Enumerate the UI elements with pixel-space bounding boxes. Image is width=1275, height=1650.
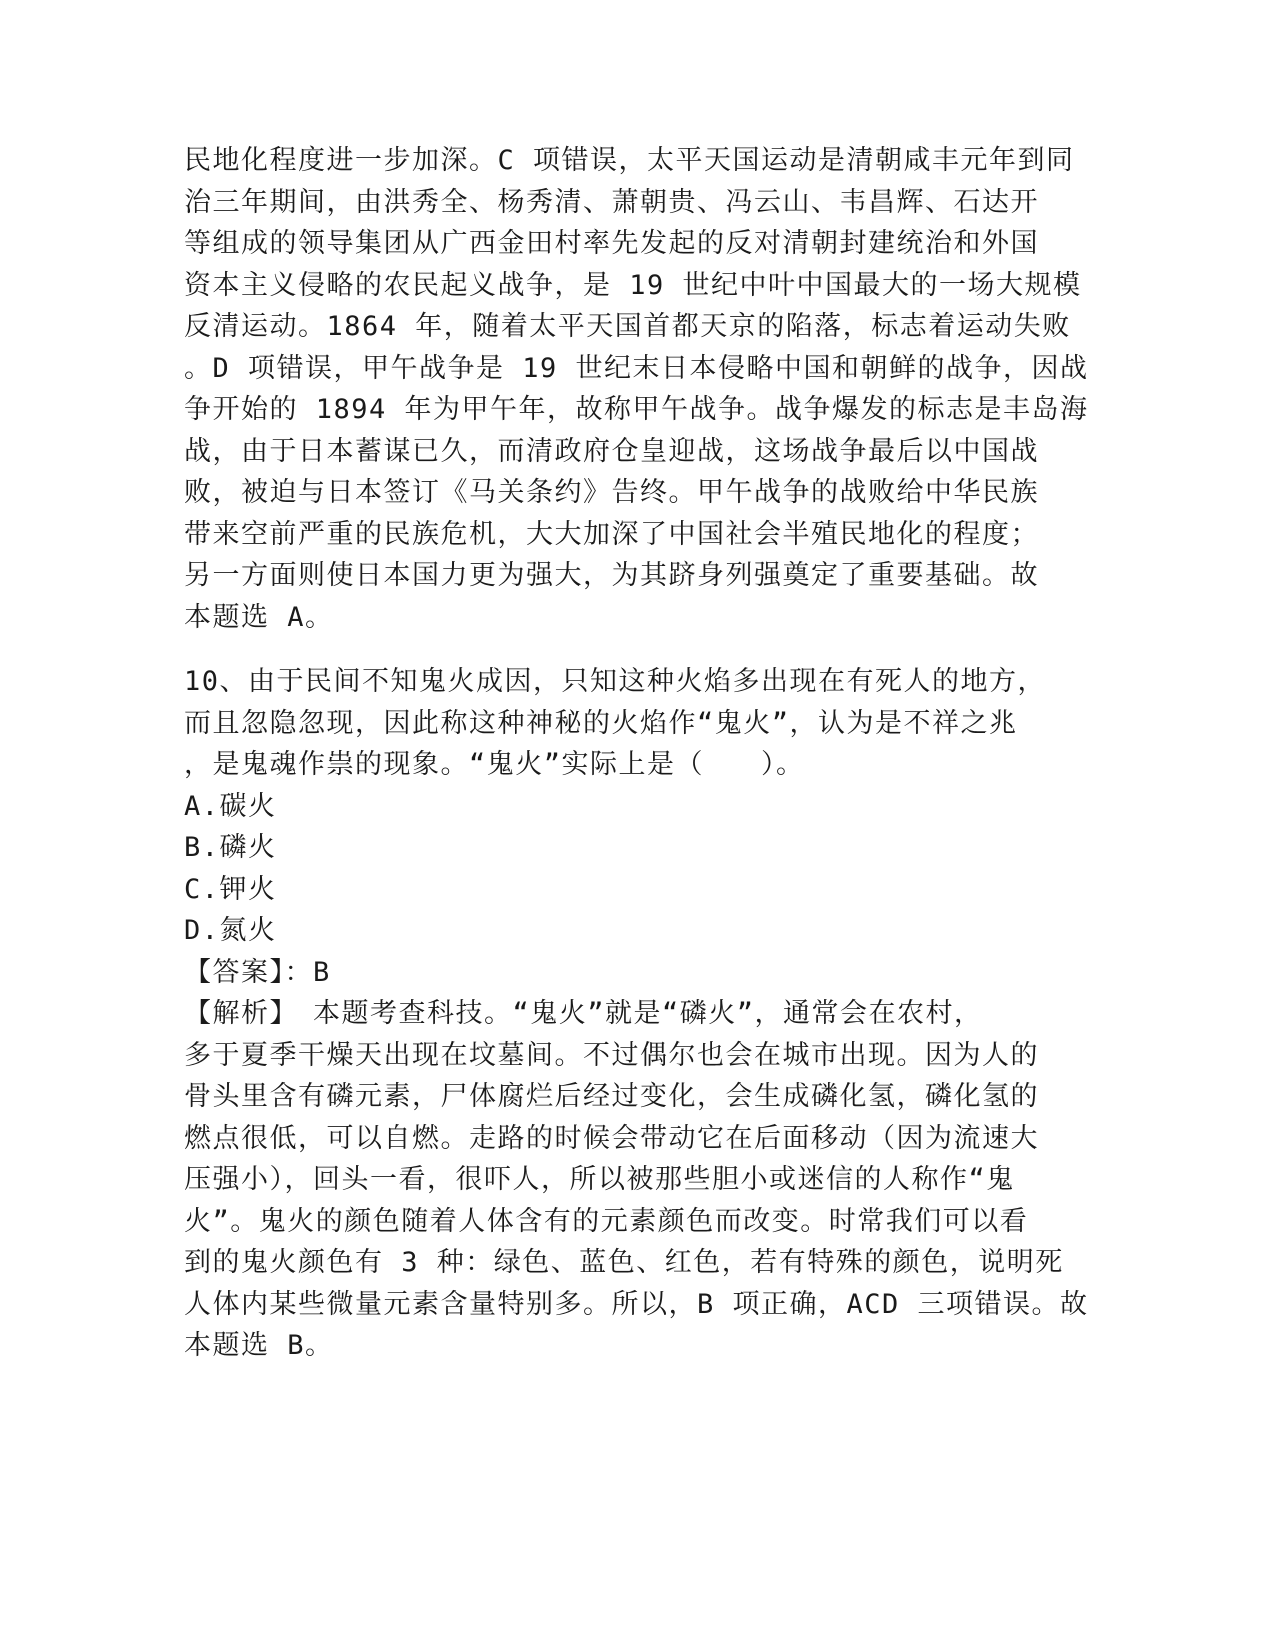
text-line: 民地化程度进一步加深。C 项错误，太平天国运动是清朝咸丰元年到同 — [184, 145, 1075, 176]
text-line: 治三年期间，由洪秀全、杨秀清、萧朝贵、冯云山、韦昌辉、石达开 — [184, 186, 1039, 218]
analysis-line: 多于夏季干燥天出现在坟墓间。不过偶尔也会在城市出现。因为人的 — [184, 1039, 1039, 1071]
text-line: 资本主义侵略的农民起义战争，是 19 世纪中叶中国最大的一场大规模 — [184, 269, 1082, 301]
analysis-line: 骨头里含有磷元素，尸体腐烂后经过变化，会生成磷化氢，磷化氢的 — [184, 1081, 1039, 1112]
text-line: 带来空前严重的民族危机，大大加深了中国社会半殖民地化的程度； — [184, 518, 1039, 550]
text-line: 战，由于日本蓄谋已久，而清政府仓皇迎战，这场战争最后以中国战 — [184, 435, 1039, 467]
text-line: 另一方面则使日本国力更为强大，为其跻身列强奠定了重要基础。故 — [184, 560, 1039, 591]
option-a: A.碳火 — [184, 790, 277, 822]
analysis-line: 本题选 B。 — [184, 1330, 334, 1361]
analysis-line: 到的鬼火颜色有 3 种：绿色、蓝色、红色，若有特殊的颜色，说明死 — [184, 1247, 1064, 1278]
analysis-line: 【解析】 本题考查科技。“鬼火”就是“磷火”，通常会在农村， — [184, 998, 983, 1029]
answer-line: 【答案】：B — [184, 956, 331, 988]
option-d: D.氮火 — [184, 915, 277, 946]
previous-explanation — [184, 140, 1089, 638]
paragraph-gap — [184, 638, 1084, 661]
document-page — [184, 140, 1089, 1367]
question-10 — [184, 661, 1089, 1367]
text-line: 。D 项错误，甲午战争是 19 世纪末日本侵略中国和朝鲜的战争，因战 — [184, 352, 1089, 384]
analysis-line: 燃点很低，可以自燃。走路的时候会带动它在后面移动（因为流速大 — [184, 1122, 1039, 1154]
option-c: C.钾火 — [184, 873, 277, 905]
text-line: 等组成的领导集团从广西金田村率先发起的反对清朝封建统治和外国 — [184, 228, 1039, 259]
option-b: B.磷火 — [184, 832, 277, 863]
analysis-line: 压强小），回头一看，很吓人，所以被那些胆小或迷信的人称作“鬼 — [184, 1164, 1015, 1195]
text-line: 败，被迫与日本签订《马关条约》告终。甲午战争的战败给中华民族 — [184, 477, 1039, 508]
question-text-line: 10、由于民间不知鬼火成因，只知这种火焰多出现在有死人的地方， — [184, 666, 1047, 697]
question-text-line: 而且忽隐忽现，因此称这种神秘的火焰作“鬼火”，认为是不祥之兆 — [184, 707, 1018, 739]
analysis-line: 人体内某些微量元素含量特别多。所以，B 项正确，ACD 三项错误。故 — [184, 1288, 1089, 1320]
question-text-line: ，是鬼魂作祟的现象。“鬼火”实际上是（ ）。 — [184, 749, 805, 780]
analysis-line: 火”。鬼火的颜色随着人体含有的元素颜色而改变。时常我们可以看 — [184, 1205, 1029, 1237]
text-line: 本题选 A。 — [184, 601, 334, 633]
text-line: 争开始的 1894 年为甲午年，故称甲午战争。战争爆发的标志是丰岛海 — [184, 394, 1089, 425]
text-line: 反清运动。1864 年，随着太平天国首都天京的陷落，标志着运动失败 — [184, 311, 1071, 342]
